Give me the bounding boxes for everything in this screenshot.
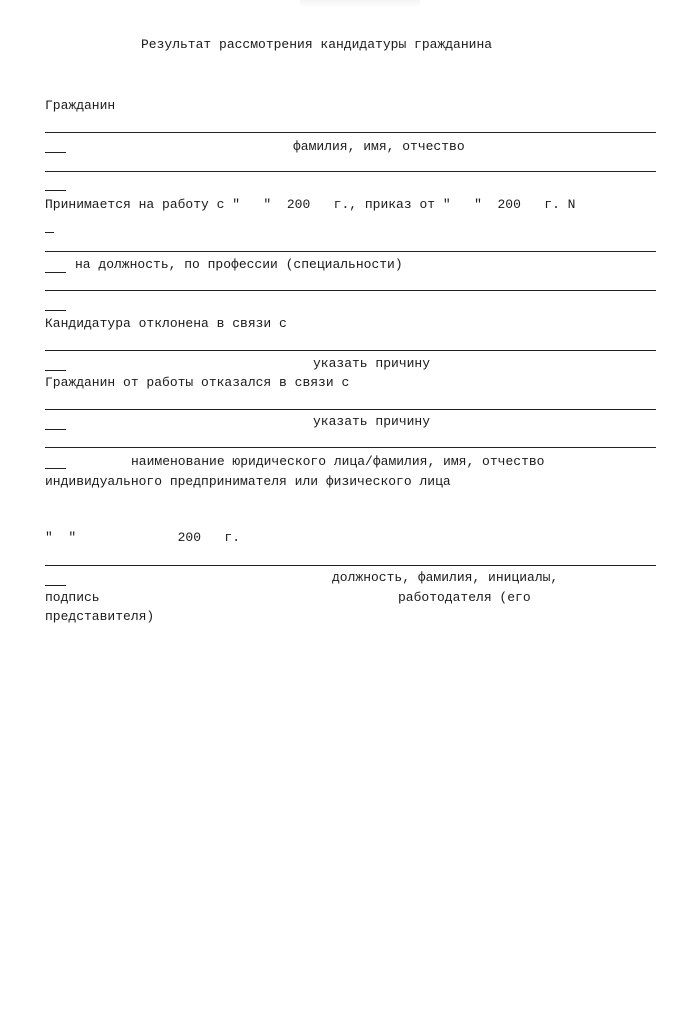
hired-line: Принимается на работу с " " 200 г., приказ от " " 200 г. N [45,197,576,212]
refused-label: Гражданин от работы отказался в связи с [45,375,350,390]
signature-caption: должность, фамилия, инициалы, [332,570,559,585]
employer-caption: индивидуального предпринимателя или физического лица [45,474,451,489]
line-continuation [45,272,66,273]
rule [45,290,656,291]
line-continuation [45,585,66,586]
rule [45,251,656,252]
rule [45,171,656,172]
signature-caption: работодателя (его [398,590,531,605]
line-continuation [45,468,66,469]
scan-artifact [300,0,420,8]
date-line: " " 200 г. [45,530,241,545]
rule [45,350,656,351]
document-title: Результат рассмотрения кандидатуры гражданина [141,37,493,52]
rule [45,409,656,410]
line-continuation [45,429,66,430]
citizen-label: Гражданин [45,98,116,113]
line-continuation [45,310,66,311]
signature-caption: представителя) [45,609,155,624]
position-line: на должность, по профессии (специальности) [75,257,403,272]
reason-caption: указать причину [313,414,431,429]
line-continuation [45,152,66,153]
line-continuation [45,190,66,191]
reason-caption: указать причину [313,356,431,371]
fio-caption: фамилия, имя, отчество [293,139,465,154]
line-continuation [45,370,66,371]
citizen-name-rule [45,132,656,133]
signature-rule [45,565,656,566]
signature-caption: подпись [45,590,100,605]
employer-caption: наименование юридического лица/фамилия, имя, отчество [131,454,545,469]
rejected-label: Кандидатура отклонена в связи с [45,316,287,331]
line-continuation [45,232,54,233]
rule [45,447,656,448]
